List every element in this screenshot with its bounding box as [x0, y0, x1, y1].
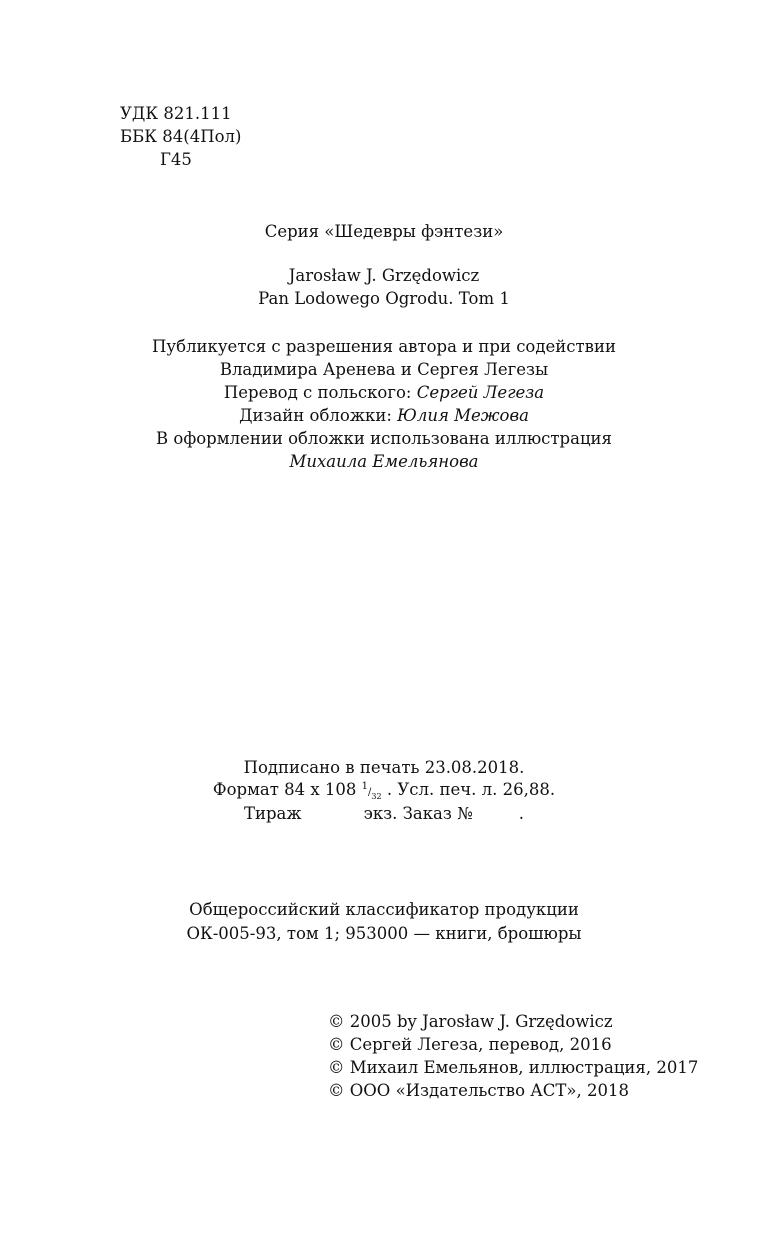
cover-design-credit [0, 408, 768, 425]
fraction-denominator: 32 [371, 792, 382, 801]
original-author: Jarosław J. Grzędowicz [288, 266, 480, 285]
author-sign-code: Г45 [160, 150, 192, 169]
translation-credit [0, 385, 768, 402]
classifier-line-2: ОК-005-93, том 1; 953000 — книги, брошюры [186, 924, 582, 943]
designer-name: Юлия Межова [397, 406, 529, 425]
format-fraction [361, 781, 382, 801]
translator-name: Сергей Легеза [416, 383, 545, 402]
copies-order-label: экз. Заказ № [363, 804, 473, 823]
translation-label: Перевод с польского: [223, 383, 417, 402]
illustration-line: В оформлении обложки использована иллюстрация [156, 429, 612, 448]
copyright-publisher: © ООО «Издательство АСТ», 2018 [328, 1081, 629, 1100]
bbk-code: ББК 84(4Пол) [120, 127, 242, 146]
format-prefix: Формат 84 x 108 [212, 780, 362, 799]
format-line [0, 782, 768, 801]
series-title: Серия «Шедевры фэнтези» [264, 222, 504, 241]
print-run-line [0, 806, 768, 823]
cover-design-label: Дизайн обложки: [239, 406, 398, 425]
permission-line: Публикуется с разрешения автора и при содействии [152, 337, 616, 356]
udk-code: УДК 821.111 [120, 104, 232, 123]
print-run-label: Тираж [243, 804, 302, 823]
copyright-translation: © Сергей Легеза, перевод, 2016 [328, 1035, 612, 1054]
print-run-end: . [518, 804, 524, 823]
fraction-slash: / [368, 787, 372, 798]
format-suffix: . Усл. печ. л. 26,88. [381, 780, 556, 799]
illustrator-name: Михаила Емельянова [289, 452, 479, 471]
signed-to-print: Подписано в печать 23.08.2018. [243, 758, 525, 777]
original-title: Pan Lodowego Ogrodu. Tom 1 [258, 289, 510, 308]
assistance-line: Владимира Аренева и Сергея Легезы [219, 360, 549, 379]
copyright-illustration: © Михаил Емельянов, иллюстрация, 2017 [328, 1058, 699, 1077]
classifier-line-1: Общероссийский классификатор продукции [189, 900, 579, 919]
copyright-author: © 2005 by Jarosław J. Grzędowicz [328, 1012, 613, 1031]
fraction-numerator: 1 [361, 781, 369, 792]
